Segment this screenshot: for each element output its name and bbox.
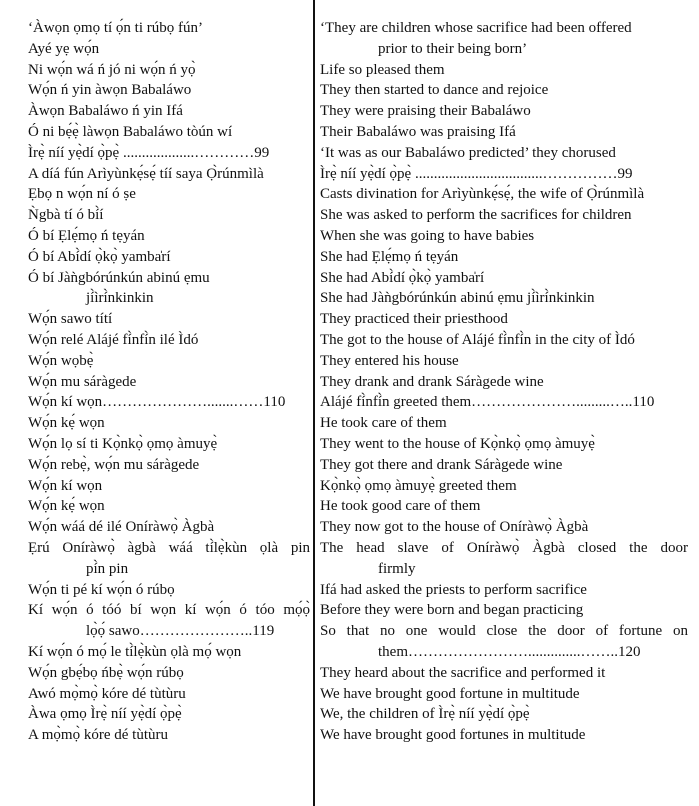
english-verse-line: Casts divination for Arìyùnkẹ́sẹ́, the wife of Ọ̀rúnmìlà (320, 186, 645, 203)
english-verse-line: ‘It was as our Babaláwo predicted’ they chorused (320, 144, 616, 161)
english-verse-line: Life so pleased them (320, 61, 445, 78)
english-verse-line: They entered his house (320, 352, 459, 369)
english-verse-line: They then started to dance and rejoice (320, 82, 549, 99)
english-verse-line: They were praising their Babaláwo (320, 103, 531, 120)
yoruba-verse-line: ‘Àwọn ọmọ tí ọ́n ti rúbọ fún’ (28, 20, 203, 36)
yoruba-verse-line: Àwọn Babaláwo ń yin Ifá (28, 103, 183, 120)
english-verse-line: them……………………..............……..120 (378, 643, 641, 660)
english-verse-line: Ifá had asked the priests to perform sacrifice (320, 581, 587, 598)
yoruba-verse-line: A díá fún Arìyùnkẹ́sẹ́ tíí saya Ọ̀rúnmìlà (28, 165, 264, 182)
english-verse-line: We have brought good fortune in multitude (320, 685, 580, 702)
yoruba-verse-line: Wọ́n wọbẹ̀ (28, 352, 94, 369)
yoruba-verse-line: Wọ́n mu sáràgede (28, 373, 137, 390)
english-verse-line: We have brought good fortunes in multitude (320, 727, 586, 744)
yoruba-verse-line: Wọ́n ti pé kí wọ́n ó rúbọ (28, 581, 175, 598)
english-verse-line: He took good care of them (320, 498, 481, 515)
english-verse-line: She had Ẹlẹ́mọ ń tẹyán (320, 248, 459, 265)
yoruba-verse-line: jí̀ìrí̀nkinkin (86, 290, 154, 307)
english-verse-line: prior to their being born’ (378, 40, 528, 57)
english-verse-line: Alájé fí̀nfí̀n greeted them………………….........…..110 (320, 394, 655, 411)
yoruba-verse-line: Ó bí Ẹlẹ́mọ ń tẹyán (28, 227, 145, 244)
english-verse-line: She had Jàǹgbórúnkún abinú ẹmu jí̀ìrí̀nkinkin (320, 290, 595, 307)
english-translation-column (320, 18, 688, 746)
english-verse-line: Ìrẹ̀ níí yẹ̀dí ọ̀pẹ̀ ..................................……………99 (320, 165, 633, 182)
english-verse-line: We, the children of Ìrẹ̀ níí yẹ̀dí ọ̀pẹ̀ (320, 706, 530, 723)
yoruba-verse-line: Ǹgbà tí ó bí̀í (28, 207, 104, 224)
english-verse-line: He took care of them (320, 415, 447, 432)
yoruba-verse-line: Ó ni bẹ́ẹ̀ làwọn Babaláwo tòún wí (28, 123, 233, 140)
english-verse-line: They now got to the house of Oníràwọ̀ Àgbà (320, 519, 589, 536)
yoruba-verse-line: Wọ́n sawo títí (28, 311, 113, 328)
yoruba-verse-line: Ni wọ́n wá ń jó ni wọ́n ń yọ̀ (28, 61, 196, 78)
yoruba-verse-line: Wọ́n kí wọn (28, 477, 103, 494)
yoruba-verse-line: Wọ́n kí wọn………………….......……110 (28, 394, 286, 411)
english-verse-line: They drank and drank Sáràgede wine (320, 373, 544, 390)
yoruba-verse-column (28, 18, 310, 746)
yoruba-verse-line: Àwa ọmọ Ìrẹ̀ níí yẹ̀dí ọ̀pẹ̀ (28, 706, 182, 723)
yoruba-verse-line: Ẹrú Oníràwọ̀ àgbà wáá tí̀lẹ̀kùn ọlà pin (28, 539, 310, 556)
yoruba-verse-line: Ìrẹ̀ níí yẹ̀dí ọ̀pẹ̀ ...................…………99 (28, 144, 270, 161)
english-verse-line: Before they were born and began practicing (320, 602, 584, 619)
yoruba-verse-line: Wọ́n wáá dé ilé Oníràwọ̀ Àgbà (28, 519, 215, 536)
yoruba-verse-line: Wọ́n lọ sí ti Kọ̀nkọ̀ ọmọ àmuyẹ̀ (28, 435, 218, 452)
yoruba-verse-line: Wọ́n rebẹ̀, wọ́n mu sáràgede (28, 456, 200, 473)
yoruba-verse-line: Ayé yẹ wọ́n (28, 40, 100, 57)
yoruba-verse-line: A mọ̀mọ̀ kóre dé tùtùru (28, 727, 168, 744)
yoruba-verse-line: lọ̀ọ́ sawo…………………..119 (86, 623, 275, 640)
english-verse-line: When she was going to have babies (320, 227, 535, 244)
yoruba-verse-line: Ẹbọ n wọ́n ní ó ṣe (28, 186, 136, 203)
english-verse-line: She was asked to perform the sacrifices for children (320, 207, 632, 224)
english-verse-line: ‘They are children whose sacrifice had been offered (320, 20, 632, 36)
english-verse-line: They practiced their priesthood (320, 311, 508, 328)
english-verse-line: Their Babaláwo was praising Ifá (320, 123, 516, 140)
english-verse-line: Kọ̀nkọ̀ ọmọ àmuyẹ̀ greeted them (320, 477, 517, 494)
yoruba-verse-line: Wọ́n relé Alájé fí̀nfí̀n ilé Ìdó (28, 331, 199, 348)
yoruba-verse-line: Kí wọ́n ó mọ́ le tí̀lẹ̀kùn ọlà mọ́ wọn (28, 643, 242, 660)
english-verse-line: firmly (378, 560, 416, 577)
english-verse-line: The head slave of Oníràwọ̀ Àgbà closed the door (320, 539, 688, 556)
yoruba-verse-line: Wọ́n gbẹ́bọ ńbẹ̀ wọ́n rúbọ (28, 664, 184, 681)
english-verse-line: She had Abí̀dí ọ̀kọ̀ yamba̍rí (320, 269, 485, 286)
yoruba-verse-line: Ó bí Abí̀dí ọ̀kọ̀ yamba̍rí (28, 248, 171, 265)
yoruba-verse-line: Wọ́n kẹ́ wọn (28, 415, 105, 432)
english-verse-line: The got to the house of Alájé fí̀nfí̀n in the city of Ìdó (320, 331, 635, 348)
yoruba-verse-line: Wọ́n kẹ́ wọn (28, 498, 105, 515)
english-verse-line: They got there and drank Sáràgede wine (320, 456, 563, 473)
yoruba-verse-line: Awó mọ̀mọ̀ kóre dé tùtùru (28, 685, 186, 702)
yoruba-verse-line: Wọ́n ń yin àwọn Babaláwo (28, 82, 192, 99)
yoruba-verse-line: pí̀n pin (86, 560, 129, 577)
yoruba-verse-line: Ó bí Jàǹgbórúnkún abinú ẹmu (28, 269, 210, 286)
english-verse-line: So that no one would close the door of fortune on (320, 623, 688, 640)
column-divider (313, 0, 315, 806)
english-verse-line: They heard about the sacrifice and performed it (320, 664, 606, 681)
yoruba-verse-line: Kí wọ́n ó tóó bí wọn kí wọ́n ó tóo mọ́ọ̀ (28, 602, 310, 619)
english-verse-line: They went to the house of Kọ̀nkọ̀ ọmọ àmuyẹ̀ (320, 435, 595, 452)
